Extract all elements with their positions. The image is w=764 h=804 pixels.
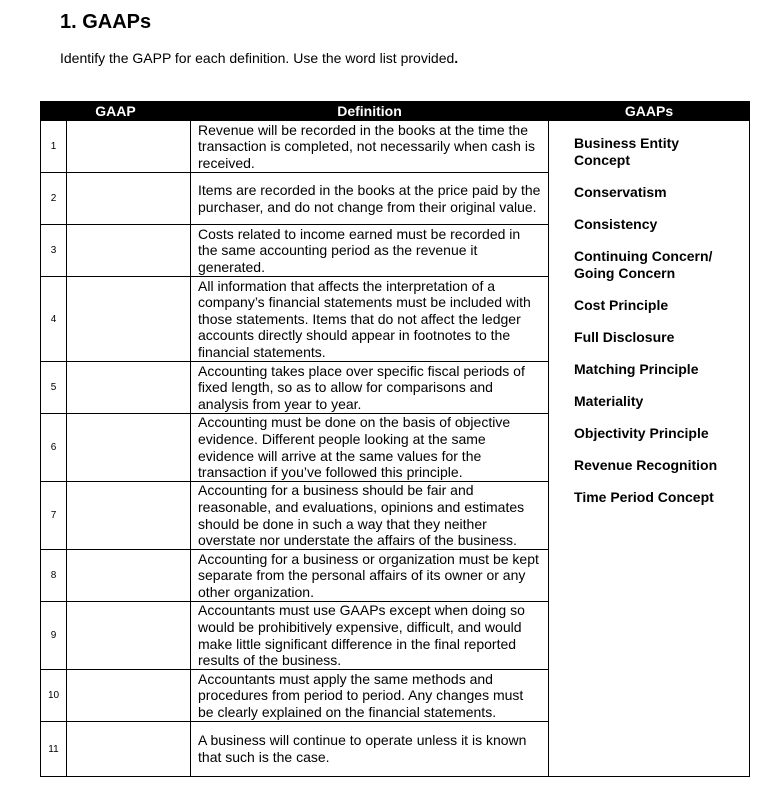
word-list-item: Revenue Recognition — [574, 457, 718, 473]
instructions — [60, 49, 458, 67]
answer-cell[interactable] — [67, 173, 191, 225]
definition-column-header: Definition — [191, 102, 549, 121]
definition-cell: Accounting must be done on the basis of objective evidence. Different people looking at the same evidence will arrive at the same values for the transaction if you’ve followed this principle. — [191, 414, 549, 482]
row-number: 7 — [41, 482, 67, 550]
answer-cell[interactable] — [67, 362, 191, 414]
row-number: 8 — [41, 550, 67, 602]
row-number: 9 — [41, 602, 67, 670]
definition-cell: Accounting for a business should be fair and reasonable, and evaluations, opinions and estimates should be done in such a way that they neither overstate nor understate the affairs of the business. — [191, 482, 549, 550]
word-list-item: Conservatism — [574, 184, 667, 200]
gaap-column-header: GAAP — [41, 102, 191, 121]
definition-cell: Items are recorded in the books at the price paid by the purchaser, and do not change from their original value. — [191, 173, 549, 225]
answer-cell[interactable] — [67, 670, 191, 722]
definition-cell: A business will continue to operate unless it is known that such is the case. — [191, 722, 549, 777]
answer-cell[interactable] — [67, 414, 191, 482]
instructions-period: . — [454, 50, 459, 66]
definition-cell: Accountants must apply the same methods and procedures from period to period. Any changes must be clearly explained on the financial statements. — [191, 670, 549, 722]
word-list-item: Consistency — [574, 216, 658, 232]
answer-cell[interactable] — [67, 482, 191, 550]
row-number: 11 — [41, 722, 67, 777]
gaaps-column-header: GAAPs — [549, 102, 750, 121]
word-list-item: Matching Principle — [574, 361, 699, 377]
answer-cell[interactable] — [67, 121, 191, 173]
answer-cell[interactable] — [67, 602, 191, 670]
answer-cell[interactable] — [67, 225, 191, 277]
word-list-item: Full Disclosure — [574, 329, 675, 345]
row-number: 2 — [41, 173, 67, 225]
table-header-row — [41, 102, 750, 121]
table-row — [41, 121, 750, 173]
gaap-table — [40, 101, 750, 777]
word-list-item: Cost Principle — [574, 297, 669, 313]
definition-cell: Costs related to income earned must be recorded in the same accounting period as the revenue it generated. — [191, 225, 549, 277]
word-list-item: Continuing Concern/ Going Concern — [574, 248, 713, 281]
row-number: 1 — [41, 121, 67, 173]
row-number: 5 — [41, 362, 67, 414]
answer-cell[interactable] — [67, 722, 191, 777]
word-list — [549, 121, 750, 777]
row-number: 4 — [41, 277, 67, 362]
row-number: 3 — [41, 225, 67, 277]
definition-cell: Accounting for a business or organization must be kept separate from the personal affairs of its owner or any other organization. — [191, 550, 549, 602]
row-number: 10 — [41, 670, 67, 722]
instructions-text: Identify the GAPP for each definition. Use the word list provided — [60, 50, 455, 66]
definition-cell: Revenue will be recorded in the books at the time the transaction is completed, not necessarily when cash is received. — [191, 121, 549, 173]
row-number: 6 — [41, 414, 67, 482]
page-title: 1. GAAPs — [60, 11, 152, 33]
word-list-item: Business Entity Concept — [574, 135, 680, 168]
answer-cell[interactable] — [67, 277, 191, 362]
word-list-item: Objectivity Principle — [574, 425, 709, 441]
word-list-item: Time Period Concept — [574, 489, 714, 505]
word-list-item: Materiality — [574, 393, 644, 409]
definition-cell: All information that affects the interpretation of a company’s financial statements must be included with those statements. Items that do not affect the ledger accounts directly should appear in footnotes to the financial statements. — [191, 277, 549, 362]
answer-cell[interactable] — [67, 550, 191, 602]
definition-cell: Accounting takes place over specific fiscal periods of fixed length, so as to allow for comparisons and analysis from year to year. — [191, 362, 549, 414]
definition-cell: Accountants must use GAAPs except when doing so would be prohibitively expensive, difficult, and would make little significant difference in the final reported results of the business. — [191, 602, 549, 670]
